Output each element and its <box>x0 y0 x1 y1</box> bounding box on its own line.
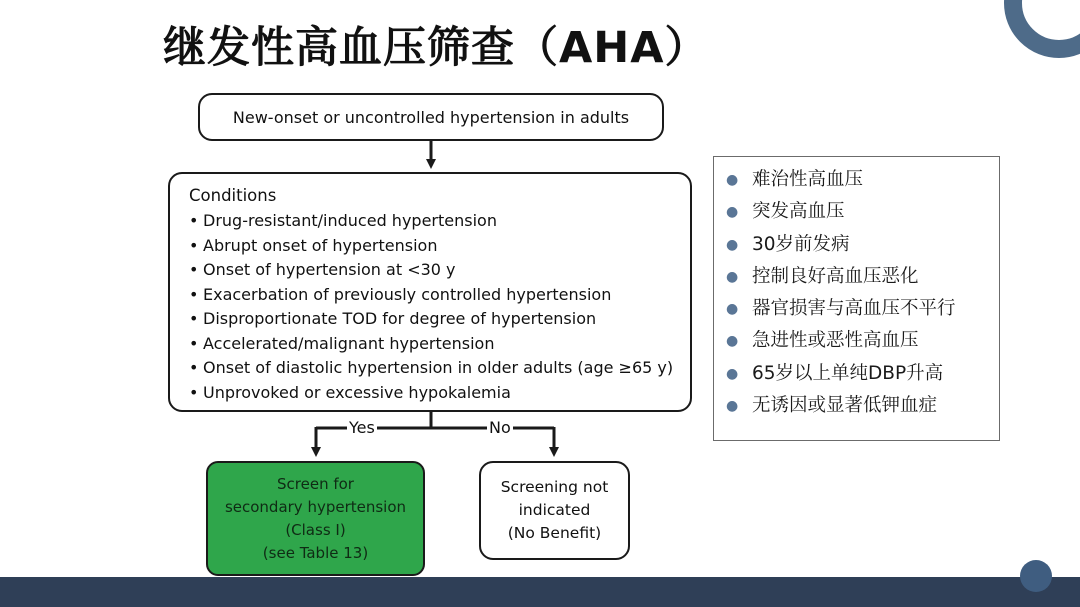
summary-item-text: 无诱因或显著低钾血症 <box>752 395 938 417</box>
bullet-icon: ● <box>726 268 739 285</box>
summary-item <box>724 293 999 325</box>
no-screen-outcome-line: (No Benefit) <box>507 524 602 542</box>
screen-outcome-line: (see Table 13) <box>262 543 369 562</box>
bullet-icon: ● <box>726 365 739 382</box>
summary-item <box>724 164 999 196</box>
summary-item <box>724 390 999 422</box>
no-screen-outcome-line: Screening not <box>500 478 609 496</box>
screen-outcome-line: (Class I) <box>285 520 346 539</box>
bullet-icon: ● <box>726 236 739 253</box>
bullet-icon: ● <box>726 204 739 221</box>
conditions-node <box>168 172 692 412</box>
bullet-icon: ● <box>726 172 739 188</box>
summary-item-text: 器官损害与高血压不平行 <box>752 298 956 320</box>
chinese-summary-box <box>713 156 1000 441</box>
condition-item: • Accelerated/malignant hypertension <box>189 332 690 357</box>
chinese-summary-list <box>724 164 999 422</box>
summary-item-text: 急进性或恶性高血压 <box>752 330 919 352</box>
summary-item <box>724 229 999 261</box>
slide-title: 继发性高血压筛查（AHA） <box>163 23 709 73</box>
no-screen-outcome-line: indicated <box>518 501 591 519</box>
screen-outcome-line: Screen for <box>277 474 354 493</box>
start-node <box>198 93 664 141</box>
condition-item: • Onset of diastolic hypertension in older adults (age ≥65 y) <box>189 356 690 381</box>
summary-item-text: 65岁以上单纯DBP升高 <box>752 362 944 384</box>
screen-outcome-line: secondary hypertension <box>224 497 407 516</box>
condition-item: • Exacerbation of previously controlled hypertension <box>189 283 690 308</box>
bullet-icon: ● <box>726 398 739 415</box>
condition-item: • Drug-resistant/induced hypertension <box>189 209 690 234</box>
summary-item <box>724 196 999 228</box>
bullet-icon: ● <box>726 301 739 318</box>
start-node-text: New-onset or uncontrolled hypertension in adults <box>232 107 630 127</box>
summary-item <box>724 358 999 390</box>
conditions-list <box>189 209 690 405</box>
summary-item-text: 控制良好高血压恶化 <box>752 265 919 287</box>
yes-label: Yes <box>349 418 375 437</box>
summary-item-text: 30岁前发病 <box>752 233 850 255</box>
no-label: No <box>489 418 511 437</box>
summary-item-text: 难治性高血压 <box>752 169 864 190</box>
no-screen-outcome-node <box>479 461 630 560</box>
bullet-icon: ● <box>726 333 739 350</box>
condition-item: • Disproportionate TOD for degree of hypertension <box>189 307 690 332</box>
condition-item: • Abrupt onset of hypertension <box>189 234 690 259</box>
conditions-heading: Conditions <box>189 186 277 205</box>
condition-item: • Unprovoked or excessive hypokalemia <box>189 381 690 406</box>
summary-item <box>724 261 999 293</box>
summary-item-text: 突发高血压 <box>752 201 845 223</box>
summary-item <box>724 325 999 357</box>
screen-outcome-node <box>206 461 425 576</box>
condition-item: • Onset of hypertension at <30 y <box>189 258 690 283</box>
